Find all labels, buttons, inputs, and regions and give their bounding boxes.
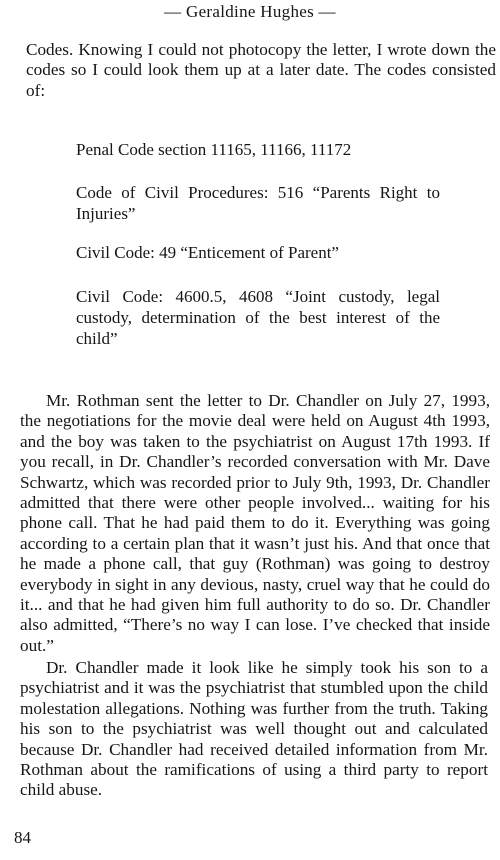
code-list-item: Penal Code section 11165, 11166, 11172 [76, 140, 352, 159]
body-paragraph: Mr. Rothman sent the letter to Dr. Chandler on July 27, 1993, the negotiations for the movie deal were held on August 4th 1993, and the boy was taken to the psychiatrist on August 17th 1993. If you recall, in Dr. Chandler’s recorded conversation with Mr. Dave Schwartz, which was recorded prior to July 9th, 1993, Dr. Chandler admitted that there were other people involved... waiting for his phone call. That he had paid them to do it. Everything was going according to a certain plan that it wasn’t just his. And that once that he made a phone call, that guy (Rothman) was going to destroy everybody in sight in any devious, nasty, cruel way that he could do it... and that he had given him full authority to do so. Dr. Chandler also admitted, “There’s no way I can lose. I’ve checked that inside out.” [20, 391, 490, 655]
page-number: 84 [14, 828, 31, 847]
code-list-item: Code of Civil Procedures: 516 “Parents Right to Injuries” [76, 183, 440, 223]
body-paragraph: Dr. Chandler made it look like he simply took his son to a psychiatrist and it was the psychiatrist that stumbled upon the child molestation allegations. Nothing was further from the truth. Taking his son to the psychiatrist was well thought out and calculated because Dr. Chandler had received detailed information from Mr. Rothman about the ramifications of using a third party to report child abuse. [20, 658, 488, 800]
code-list-item: Civil Code: 49 “Enticement of Parent” [76, 243, 339, 262]
intro-paragraph: Codes. Knowing I could not photocopy the letter, I wrote down the codes so I could look them up at a later date. The codes consisted of: [26, 40, 496, 100]
code-list-item: Civil Code: 4600.5, 4608 “Joint custody, legal custody, determination of the best interest of the child” [76, 287, 440, 348]
running-head: — Geraldine Hughes — [164, 2, 336, 21]
